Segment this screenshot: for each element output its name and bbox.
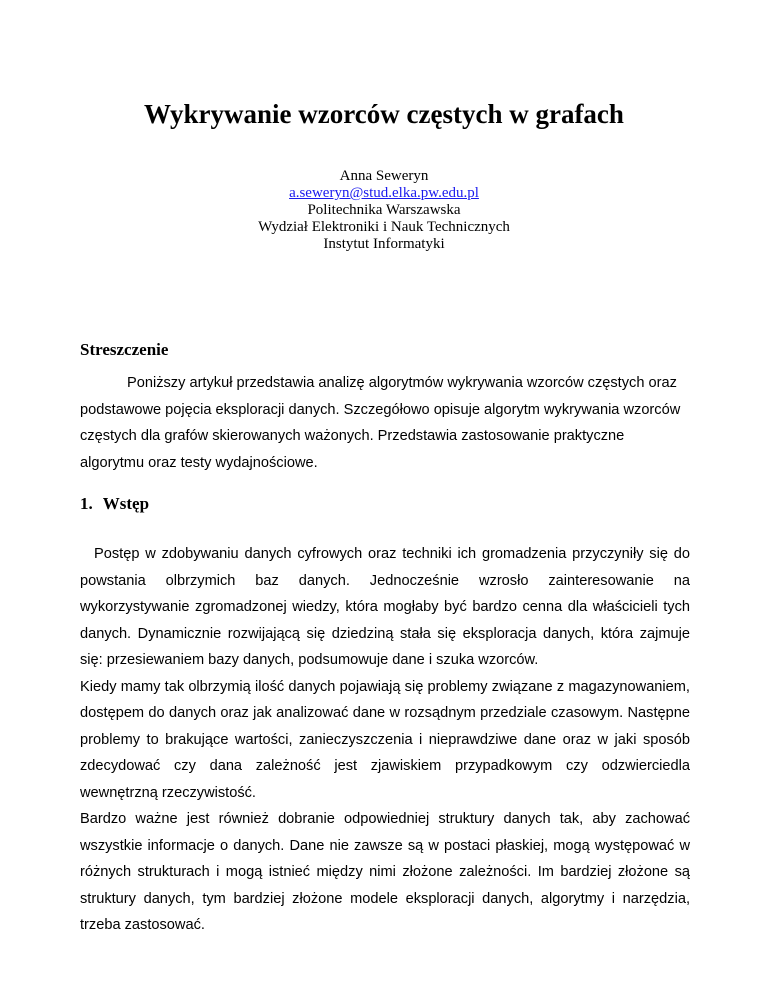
section-body [80, 541, 690, 939]
body-paragraph: Postęp w zdobywaniu danych cyfrowych oraz techniki ich gromadzenia przyczyniły się do powstania olbrzymich baz danych. Jednocześnie wzrosło zainteresowanie na wykorzystywanie zgromadzonej wiedzy, która mogłaby być bardzo cenna dla właścicieli tych danych. Dynamicznie rozwijającą się dziedziną stała się eksploracja danych, która zajmuje się: przesiewaniem bazy danych, podsumowuje dane i szuka wzorców. [80, 546, 690, 668]
paper-title: Wykrywanie wzorców częstych w grafach [144, 99, 624, 129]
author-institute: Instytut Informatyki [323, 236, 445, 252]
abstract-heading: Streszczenie [80, 340, 169, 359]
body-paragraph: Kiedy mamy tak olbrzymią ilość danych pojawiają się problemy związane z magazynowaniem, dostępem do danych oraz jak analizować dane w rozsądnym przedziale czasowym. Następne problemy to brakujące wartości, zanieczyszczenia i nieprawdziwe dane oraz w jaki sposób zdecydować czy dana zależność jest zjawiskiem przypadkowym czy odzwierciedla wewnętrzną rzeczywistość. [80, 678, 690, 801]
author-university: Politechnika Warszawska [307, 202, 461, 218]
abstract-text: Poniższy artykuł przedstawia analizę algorytmów wykrywania wzorców częstych oraz podstawowe pojęcia eksploracji danych. Szczegółowo opisuje algorytm wykrywania wzorców częstych dla grafów skierowanych ważonych. Przedstawia zastosowanie praktyczne algorytmu oraz testy wydajnościowe. [80, 375, 681, 471]
section-number: 1. [80, 494, 93, 513]
author-faculty: Wydział Elektroniki i Nauk Technicznych [258, 219, 510, 235]
section-title: Wstęp [102, 494, 150, 513]
author-block [0, 168, 768, 253]
author-email-link[interactable]: a.seweryn@stud.elka.pw.edu.pl [289, 185, 479, 201]
body-paragraph: Bardzo ważne jest również dobranie odpowiedniej struktury danych tak, aby zachować wszystkie informacje o danych. Dane nie zawsze są w postaci płaskiej, mogą występować w różnych strukturach i mogą istnieć między nimi złożone zależności. Im bardziej złożone są struktury danych, tym bardziej złożone modele eksploracji danych, algorytmy i narzędzia, trzeba zastosować. [80, 811, 690, 933]
author-name: Anna Seweryn [339, 168, 429, 184]
section-heading [80, 494, 149, 514]
